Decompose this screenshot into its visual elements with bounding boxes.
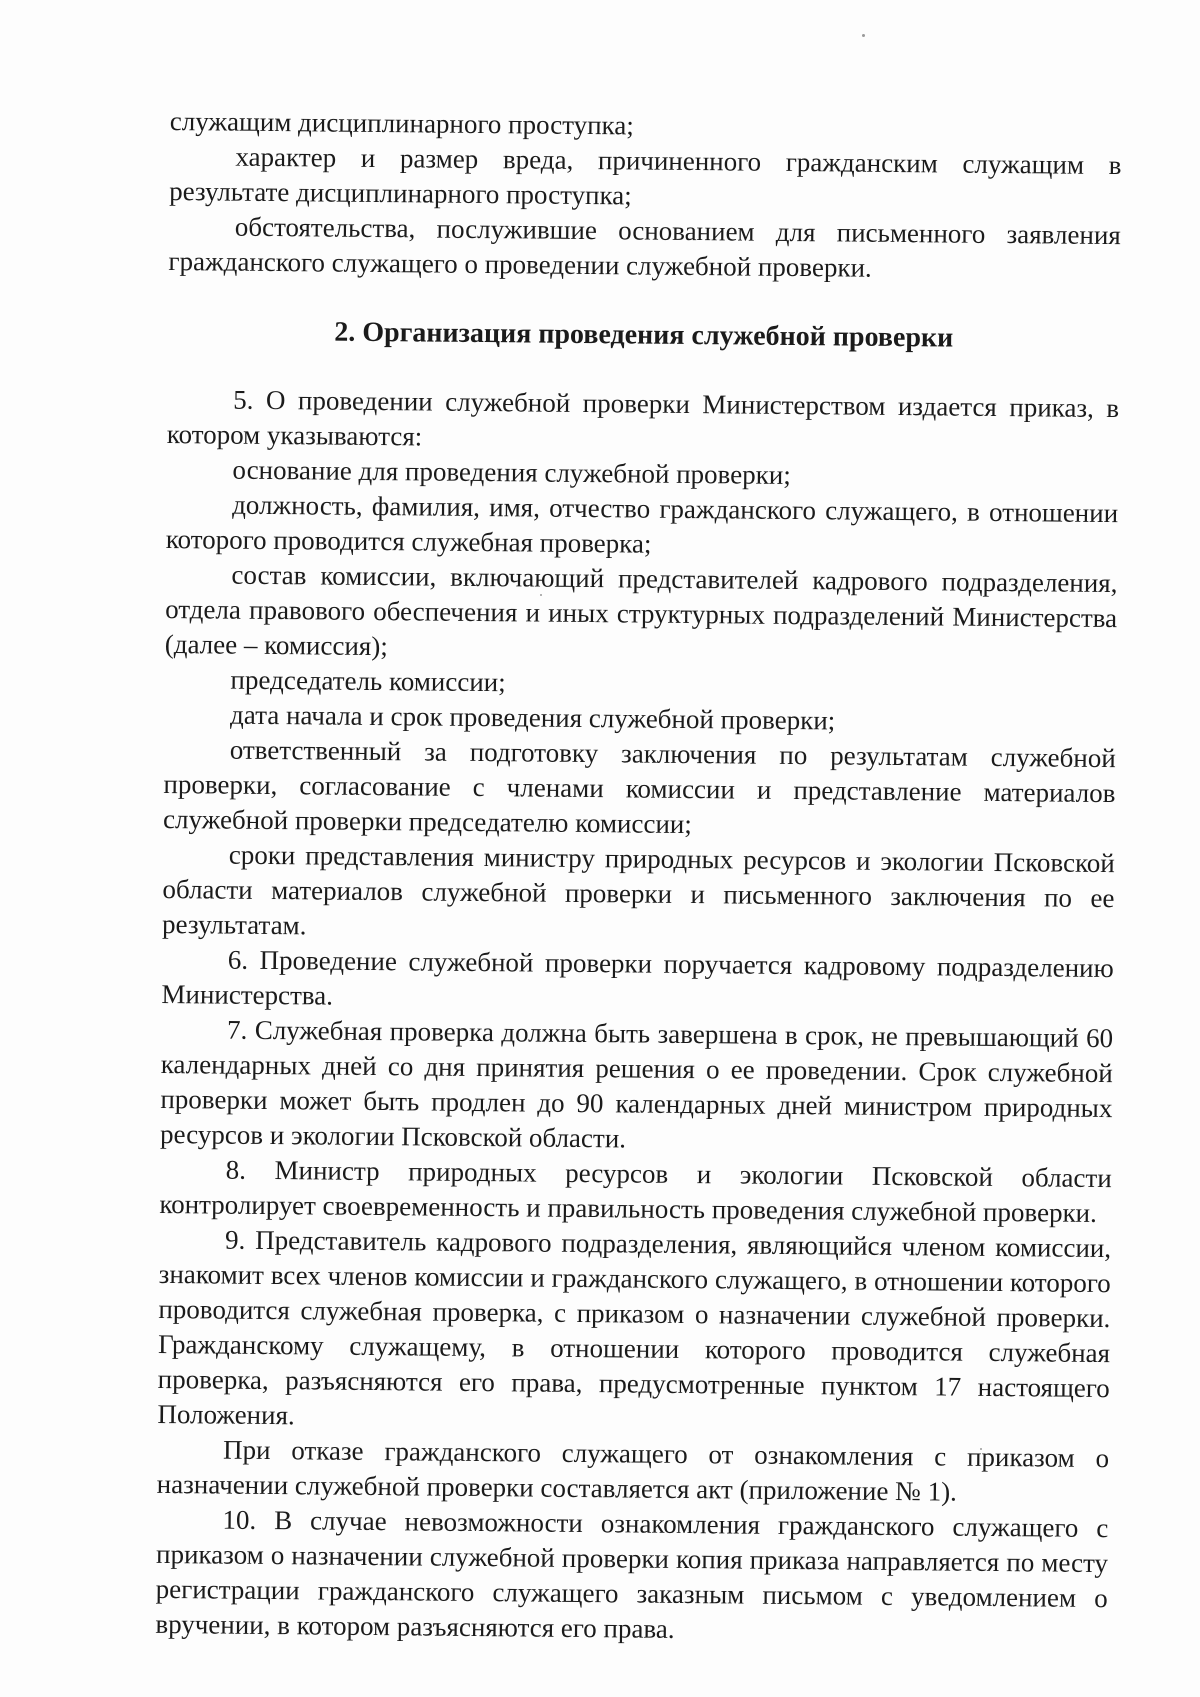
paragraph-deadlines: сроки представления министру природных ресурсов и экологии Псковской области материалов служебной проверки и письменного заключения по ее результатам. [161, 839, 1115, 941]
scan-speck [862, 34, 865, 37]
paragraph-responsible: ответственный за подготовку заключения по результатам служебной проверки, согласование с членами комиссии и представление материалов служебной проверки председателю комиссии; [162, 734, 1116, 840]
paragraph-refusal-act: При отказе гражданского служащего от ознакомления с приказом о назначении служебной проверки составляется акт (приложение № 1). [156, 1434, 1110, 1507]
paragraph-start-date: дата начала и срок проведения служебной проверки; [229, 699, 836, 736]
paragraph-intro-continuation: служащим дисциплинарного проступка; [169, 105, 634, 141]
paragraph-commission-chair: председатель комиссии; [230, 664, 506, 698]
paragraph-item-6: 6. Проведение служебной проверки поручается кадровому подразделению Министерства. [161, 944, 1114, 1011]
paragraph-item-9: 9. Представитель кадрового подразделения, являющийся членом комиссии, знакомит всех членов комиссии и гражданского служащего, в отношении которого проводится служебная проверка, с приказом о назначении служебной проверки. Гражданскому служащему, в отношении которого проводится служебная проверка, разъясняются его права, предусмотренные пунктом 17 настоящего Положения. [157, 1224, 1112, 1431]
paragraph-position-name: должность, фамилия, имя, отчество гражданского служащего, в отношении которого проводится служебная проверка; [165, 489, 1119, 559]
paragraph-item-10: 10. В случае невозможности ознакомления гражданского служащего с приказом о назначении служебной проверки копия приказа направляется по месту регистрации гражданского служащего заказным письмом с уведомлением о вручении, в котором разъясняются его права. [155, 1504, 1109, 1644]
paragraph-item-8: 8. Министр природных ресурсов и экологии Псковской области контролирует своевременность и правильность проведения служебной проверки. [159, 1154, 1112, 1228]
paragraph-item-7: 7. Служебная проверка должна быть завершена в срок, не превышающий 60 календарных дней со дня принятия решения о ее проведении. Срок служебной проверки может быть продлен до 90 календарных дней министром природных ресурсов и экологии Псковской области. [159, 1014, 1114, 1154]
paragraph-circumstances: обстоятельства, послужившие основанием для письменного заявления гражданского служащего о проведении служебной проверки. [168, 211, 1121, 283]
section-heading: 2. Организация проведения служебной проверки [334, 316, 954, 354]
paragraph-item-5: 5. О проведении служебной проверки Министерством издается приказ, в котором указываются: [166, 384, 1120, 452]
paragraph-basis: основание для проведения служебной проверки; [232, 454, 791, 490]
document-body [155, 104, 1122, 1651]
paragraph-commission-composition: состав комиссии, включающий представителей кадрового подразделения, отдела правового обеспечения и иных структурных подразделений Министерства (далее – комиссия); [164, 559, 1118, 662]
paragraph-harm-nature: характер и размер вреда, причиненного гражданским служащим в результате дисциплинарного проступка; [169, 141, 1122, 211]
